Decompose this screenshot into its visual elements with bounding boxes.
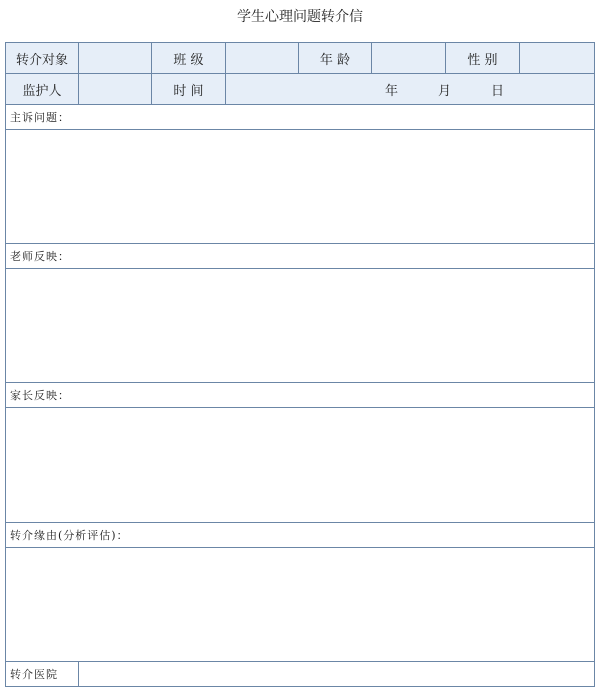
time-label: 时 间	[152, 74, 226, 104]
parent-feedback-area[interactable]	[6, 408, 594, 523]
referral-target-label: 转介对象	[6, 43, 79, 73]
year-label: 年	[384, 83, 398, 99]
referral-reason-area[interactable]	[6, 548, 594, 662]
day-label: 日	[490, 83, 504, 99]
referral-hospital-field[interactable]	[79, 662, 594, 686]
gender-label: 性 别	[446, 43, 520, 73]
month-label: 月	[437, 83, 451, 99]
teacher-feedback-header	[6, 244, 594, 269]
class-field[interactable]	[226, 43, 299, 73]
guardian-label: 监护人	[6, 74, 79, 104]
header-row-2	[6, 74, 594, 105]
date-field[interactable]	[226, 74, 594, 104]
age-field[interactable]	[372, 43, 446, 73]
referral-target-field[interactable]	[79, 43, 152, 73]
parent-feedback-label: 家长反映：	[10, 389, 70, 402]
referral-form	[5, 42, 595, 687]
main-complaint-label: 主诉问题：	[10, 111, 70, 124]
teacher-feedback-label: 老师反映：	[10, 250, 70, 263]
gender-field[interactable]	[520, 43, 594, 73]
class-label: 班 级	[152, 43, 226, 73]
referral-reason-label: 转介缘由(分析评估)：	[10, 529, 129, 542]
main-complaint-area[interactable]	[6, 130, 594, 244]
main-complaint-header	[6, 105, 594, 130]
age-label: 年 龄	[299, 43, 372, 73]
referral-reason-header	[6, 523, 594, 548]
guardian-field[interactable]	[79, 74, 152, 104]
page-title: 学生心理问题转介信	[237, 9, 363, 25]
parent-feedback-header	[6, 383, 594, 408]
referral-hospital-row	[6, 662, 594, 686]
teacher-feedback-area[interactable]	[6, 269, 594, 383]
header-row-1	[6, 43, 594, 74]
referral-hospital-label: 转介医院	[6, 662, 79, 686]
